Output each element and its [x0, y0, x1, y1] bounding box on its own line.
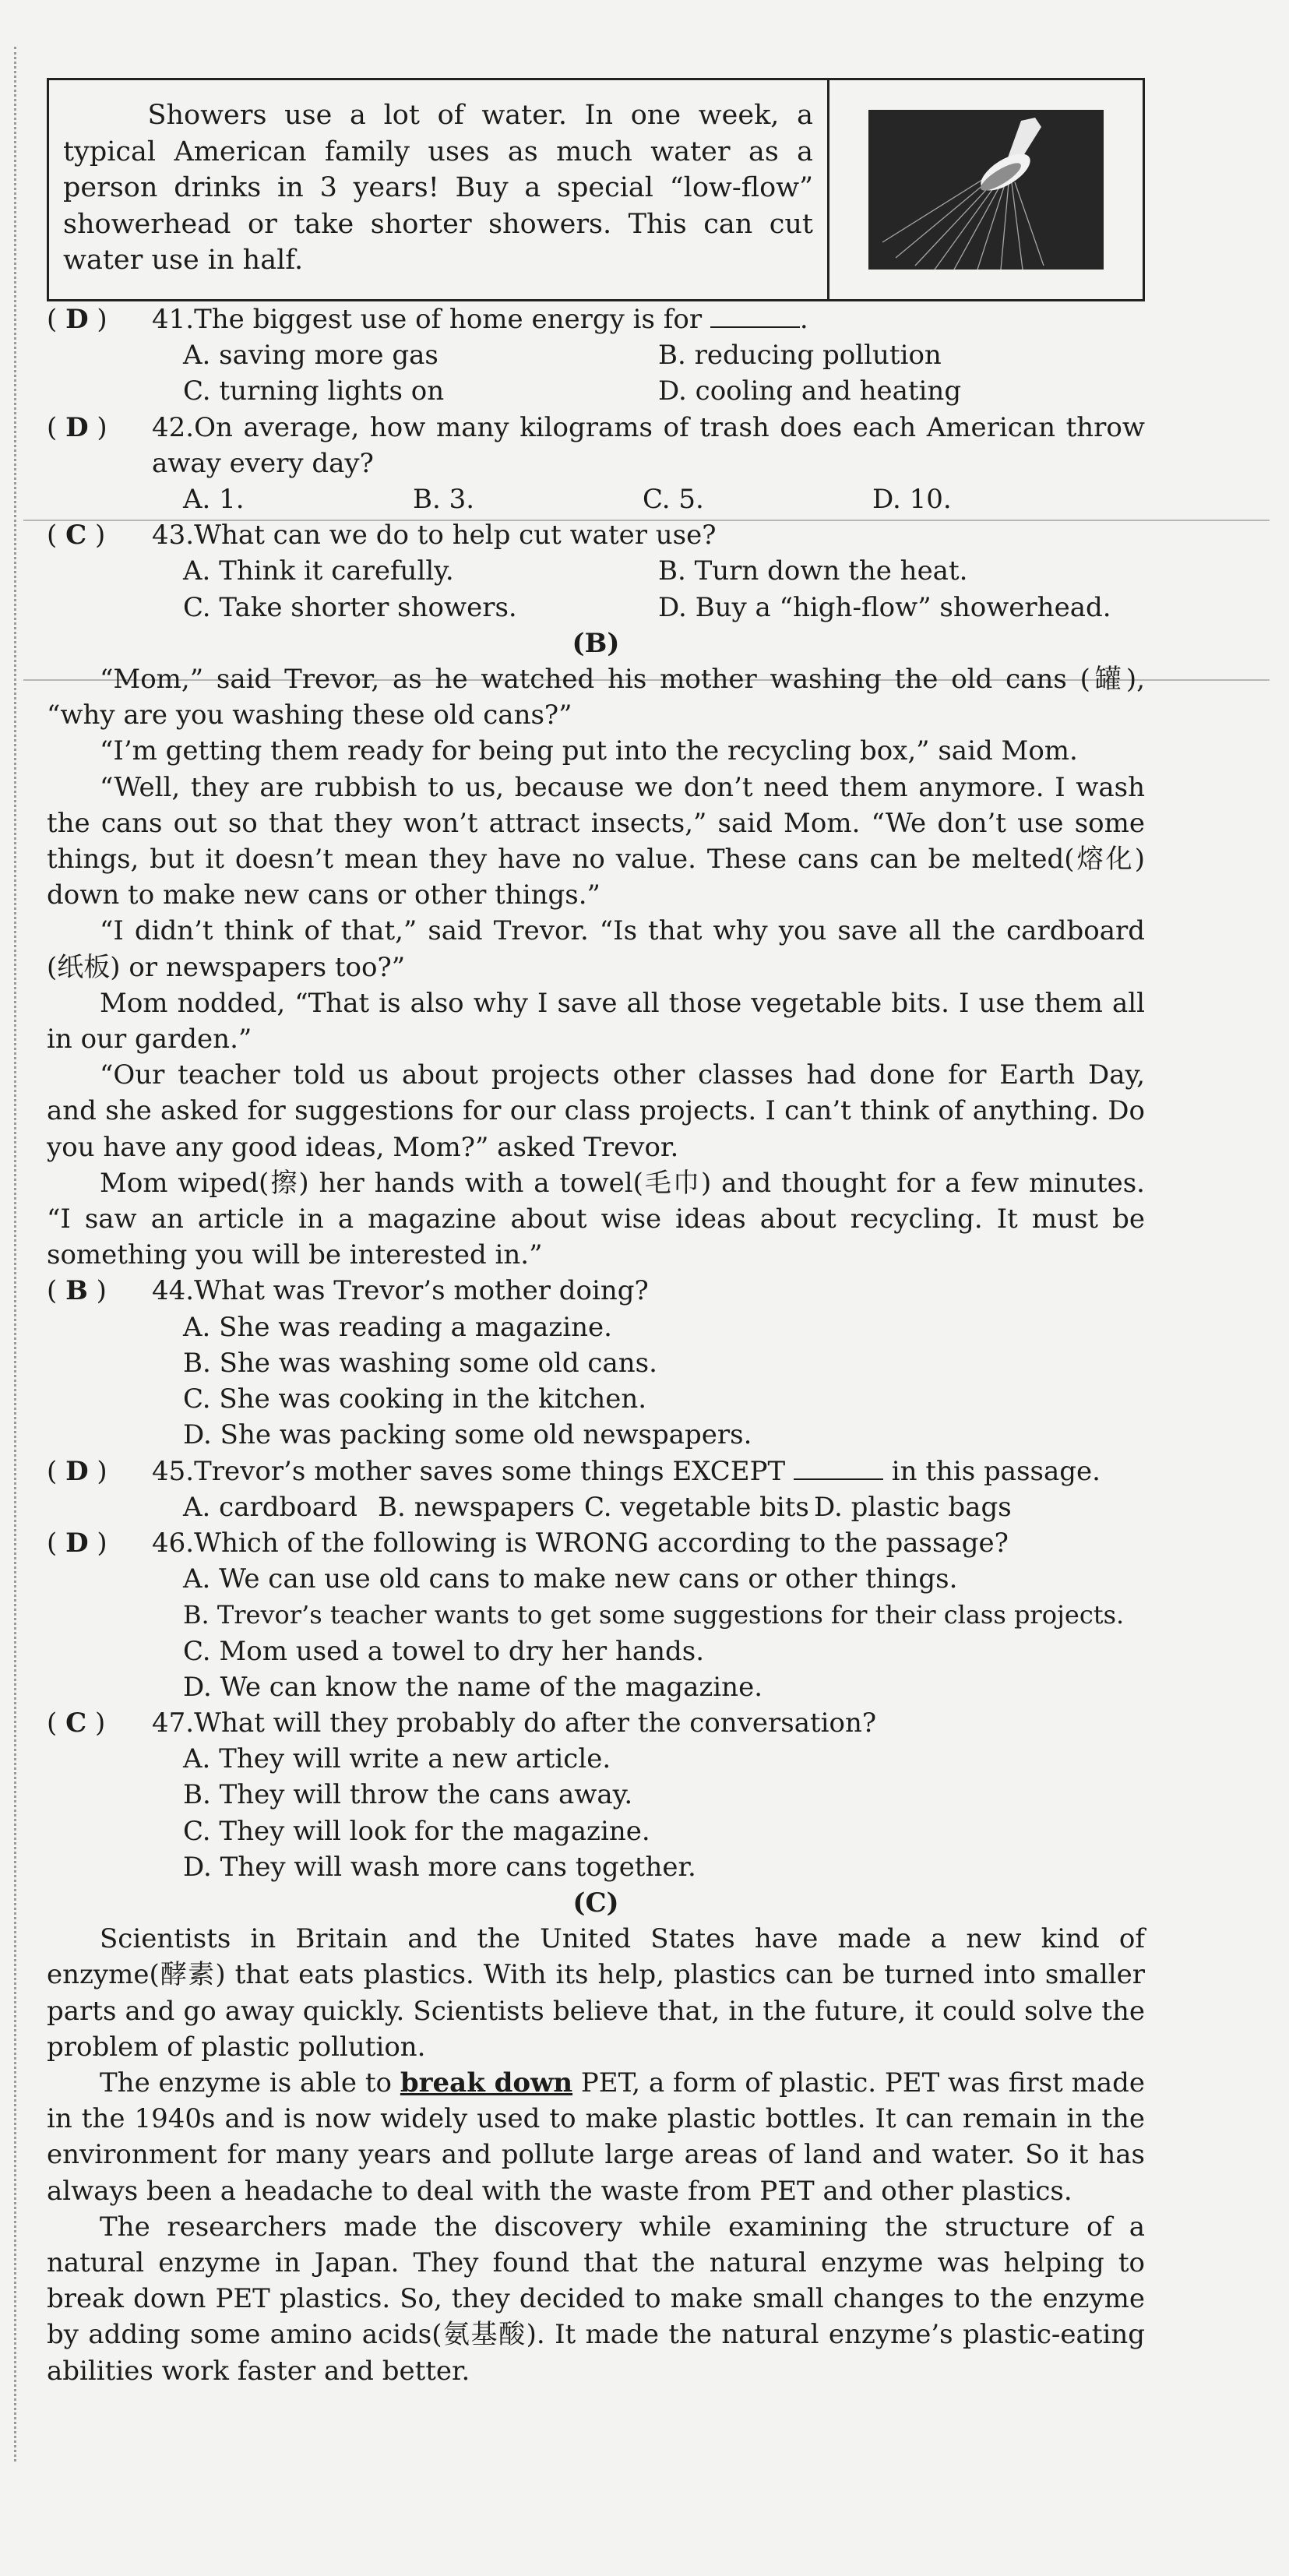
- question-42: [47, 410, 1145, 481]
- option-a: A. They will write a new article.: [183, 1743, 611, 1775]
- answer-bracket: ( D ): [47, 1455, 107, 1487]
- answer-bracket: ( C ): [47, 1707, 106, 1739]
- options-47: [47, 1741, 1145, 1885]
- options-43: [47, 553, 1145, 625]
- option-b: B. reducing pollution: [658, 340, 942, 372]
- answer-blank: [710, 305, 800, 328]
- option-c: C. 5.: [643, 484, 704, 516]
- section-c-title: (C): [572, 1887, 619, 1919]
- water-tip-text: Showers use a lot of water. In one week, a typical American family uses as much water as a person drinks in 3 years! Buy a special “low-flow” showerhead or take shorter showers. This can cut water use in half.: [63, 100, 813, 276]
- option-d: D. plastic bags: [814, 1491, 1012, 1523]
- question-47: [47, 1705, 1145, 1741]
- option-a: A. She was reading a magazine.: [183, 1311, 612, 1343]
- passage-c-paragraph-3: The researchers made the discovery while examining the structure of a natural enzyme in Japan. They found that the natural enzyme was helping to break down PET plastics. So, they decided to make small changes to the enzyme by adding some amino acids(氨基酸). It made the natural enzyme’s plastic-eating abilities work faster and better.: [47, 2211, 1145, 2387]
- passage-c-paragraph-2: The enzyme is able to break down PET, a form of plastic. PET was first made in the 1940s and is now widely used to make plastic bottles. It can remain in the environment for many years and pollute large areas of land and water. So it has always been a headache to deal with the waste from PET and other plastics.: [47, 2067, 1146, 2207]
- option-c: C. Take shorter showers.: [183, 591, 517, 623]
- water-tip-text-cell: [49, 80, 829, 299]
- question-46: [47, 1525, 1145, 1561]
- answer-blank: [794, 1457, 883, 1480]
- options-42: [47, 481, 1145, 517]
- answer-letter: C: [65, 1707, 87, 1739]
- passage-b-paragraph: “Mom,” said Trevor, as he watched his mother washing the old cans (罐), “why are you washing these old cans?”: [47, 664, 1145, 731]
- answer-letter: D: [65, 411, 89, 443]
- option-c: C. turning lights on: [183, 375, 445, 407]
- option-c: C. vegetable bits: [584, 1491, 809, 1523]
- question-45: [47, 1454, 1145, 1489]
- passage-b-paragraph: “I’m getting them ready for being put into the recycling box,” said Mom.: [100, 735, 1078, 767]
- passage-b-paragraph: “I didn’t think of that,” said Trevor. “Is that why you save all the cardboard (纸板) or newspapers too?”: [47, 915, 1145, 983]
- option-b: B. They will throw the cans away.: [183, 1779, 633, 1811]
- answer-bracket: ( D ): [47, 411, 107, 443]
- question-stem: 45.Trevor’s mother saves some things EXCEPT in this passage.: [152, 1455, 1101, 1487]
- options-41: [47, 337, 1145, 409]
- option-d: D. She was packing some old newspapers.: [183, 1419, 752, 1451]
- question-stem: 42.On average, how many kilograms of trash does each American throw away every day?: [152, 411, 1145, 479]
- question-41: [47, 301, 1145, 337]
- section-b-title: (B): [572, 627, 620, 659]
- option-b: B. Trevor’s teacher wants to get some suggestions for their class projects.: [183, 1600, 1125, 1630]
- question-stem: 47.What will they probably do after the conversation?: [152, 1707, 877, 1739]
- options-46: [47, 1561, 1145, 1705]
- option-d: D. cooling and heating: [658, 375, 962, 407]
- question-stem: 46.Which of the following is WRONG according to the passage?: [152, 1527, 1009, 1559]
- answer-bracket: ( C ): [47, 520, 106, 551]
- option-a: A. We can use old cans to make new cans or other things.: [183, 1563, 958, 1595]
- option-c: C. Mom used a towel to dry her hands.: [183, 1635, 705, 1667]
- passage-b-paragraph: “Our teacher told us about projects other classes had done for Earth Day, and she asked for suggestions for our class projects. I can’t think of anything. Do you have any good ideas, Mom?” asked Trevor.: [47, 1059, 1145, 1163]
- key-phrase-break-down: break down: [400, 2067, 573, 2099]
- binding-dotted-line: [14, 47, 16, 2461]
- option-b: B. She was washing some old cans.: [183, 1347, 657, 1379]
- passage-c-paragraph-1: Scientists in Britain and the United States have made a new kind of enzyme(酵素) that eats plastics. With its help, plastics can be turned into smaller parts and go away quickly. Scientists believe that, in the future, it could solve the problem of plastic pollution.: [47, 1923, 1145, 2063]
- showerhead-icon: [868, 110, 1104, 270]
- answer-letter: B: [65, 1275, 88, 1307]
- passage-b-paragraph: “Well, they are rubbish to us, because we don’t need them anymore. I wash the cans out so that they won’t attract insects,” said Mom. “We don’t use some things, but it doesn’t mean they have no value. These cans can be melted(熔化) down to make new cans or other things.”: [47, 771, 1145, 911]
- question-44: [47, 1273, 1145, 1309]
- option-d: D. We can know the name of the magazine.: [183, 1671, 762, 1703]
- water-tip-box: [47, 78, 1145, 301]
- option-b: B. 3.: [413, 484, 475, 516]
- shower-photo-cell: [829, 80, 1143, 299]
- answer-letter: C: [65, 520, 87, 551]
- option-a: A. Think it carefully.: [183, 555, 454, 587]
- option-b: B. Turn down the heat.: [658, 555, 968, 587]
- answer-bracket: ( D ): [47, 304, 107, 335]
- passage-b-paragraph: Mom nodded, “That is also why I save all those vegetable bits. I use them all in our garden.”: [47, 987, 1145, 1055]
- answer-letter: D: [65, 304, 89, 335]
- question-43: [47, 517, 1145, 553]
- option-c: C. They will look for the magazine.: [183, 1815, 650, 1847]
- answer-letter: D: [65, 1455, 89, 1487]
- options-44: [47, 1309, 1145, 1454]
- option-a: A. cardboard: [183, 1491, 358, 1523]
- option-c: C. She was cooking in the kitchen.: [183, 1383, 647, 1415]
- options-45: [47, 1489, 1145, 1525]
- option-a: A. saving more gas: [183, 340, 438, 372]
- question-stem: 43.What can we do to help cut water use?: [152, 520, 717, 551]
- answer-bracket: ( B ): [47, 1275, 107, 1307]
- passage-b-paragraph: Mom wiped(擦) her hands with a towel(毛巾) and thought for a few minutes. “I saw an article in a magazine about wise ideas about recycling. It must be something you will be interested in.”: [47, 1167, 1145, 1271]
- question-stem: 44.What was Trevor’s mother doing?: [152, 1275, 649, 1307]
- option-d: D. They will wash more cans together.: [183, 1851, 696, 1883]
- option-a: A. 1.: [183, 484, 245, 516]
- answer-bracket: ( D ): [47, 1527, 107, 1559]
- option-b: B. newspapers: [378, 1491, 575, 1523]
- option-d: D. 10.: [872, 484, 952, 516]
- showerhead-photo: [868, 110, 1104, 270]
- question-stem: 41.The biggest use of home energy is for .: [152, 304, 808, 335]
- worksheet-page: [47, 78, 1145, 2389]
- answer-letter: D: [65, 1527, 89, 1559]
- option-d: D. Buy a “high-flow” showerhead.: [658, 591, 1111, 623]
